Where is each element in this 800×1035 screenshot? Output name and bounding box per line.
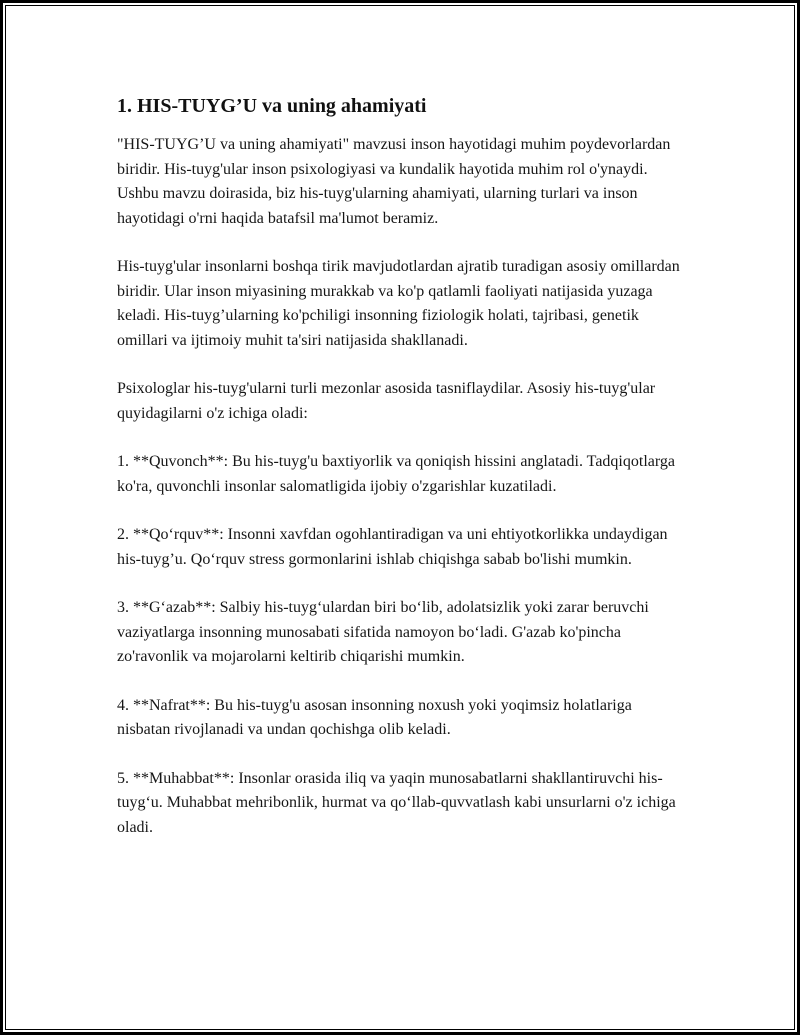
page-title: 1. HIS-TUYG’U va uning ahamiyati	[117, 95, 427, 117]
list-item-muhabbat: 5. **Muhabbat**: Insonlar orasida iliq va yaqin munosabatlarni shakllantiruvchi his-tuyg‘u. Muhabbat mehribonlik, hurmat va qo‘llab-quvvatlash kabi unsurlarni o'z ichiga oladi.	[117, 769, 676, 836]
body-paragraph: Psixologlar his-tuyg'ularni turli mezonlar asosida tasniflaydilar. Asosiy his-tuyg'ular quyidagilarni o'z ichiga oladi:	[117, 380, 656, 422]
list-item-quvonch: 1. **Quvonch**: Bu his-tuyg'u baxtiyorlik va qoniqish hissini anglatadi. Tadqiqotlarga ko'ra, quvonchli insonlar salomatligida ijobiy o'zgarishlar kuzatiladi.	[117, 453, 676, 495]
page-content	[6, 6, 794, 840]
intro-paragraph: "HIS-TUYG’U va uning ahamiyati" mavzusi inson hayotidagi muhim poydevorlardan biridir. His-tuyg'ular inson psixologiyasi va kundalik hayotida muhim rol o'ynaydi. Ushbu mavzu doirasida, biz his-tuyg'ularning ahamiyati, ularning turlari va inson hayotidagi o'rni haqida batafsil ma'lumot beramiz.	[117, 136, 671, 227]
page-border-frame	[5, 5, 795, 1030]
body-paragraph: His-tuyg'ular insonlarni boshqa tirik mavjudotlardan ajratib turadigan asosiy omillardan biridir. Ular inson miyasining murakkab va ko'p qatlamli faoliyati natijasida yuzaga keladi. His-tuyg’ularning ko'pchiligi insonning fiziologik holati, tajribasi, genetik omillari va ijtimoiy muhit ta'siri natijasida shakllanadi.	[117, 258, 680, 349]
list-item-nafrat: 4. **Nafrat**: Bu his-tuyg'u asosan insonning noxush yoki yoqimsiz holatlariga nisbatan rivojlanadi va undan qochishga olib keladi.	[117, 696, 632, 738]
list-item-qorquv: 2. **Qo‘rquv**: Insonni xavfdan ogohlantiradigan va uni ehtiyotkorlikka undaydigan his-tuyg’u. Qo‘rquv stress gormonlarini ishlab chiqishga sabab bo'lishi mumkin.	[117, 526, 668, 568]
list-item-gazab: 3. **G‘azab**: Salbiy his-tuyg‘ulardan biri bo‘lib, adolatsizlik yoki zarar beruvchi vaziyatlarga insonning munosabati sifatida namoyon bo‘ladi. G'azab ko'pincha zo'ravonlik va mojarolarni keltirib chiqarishi mumkin.	[117, 599, 649, 665]
